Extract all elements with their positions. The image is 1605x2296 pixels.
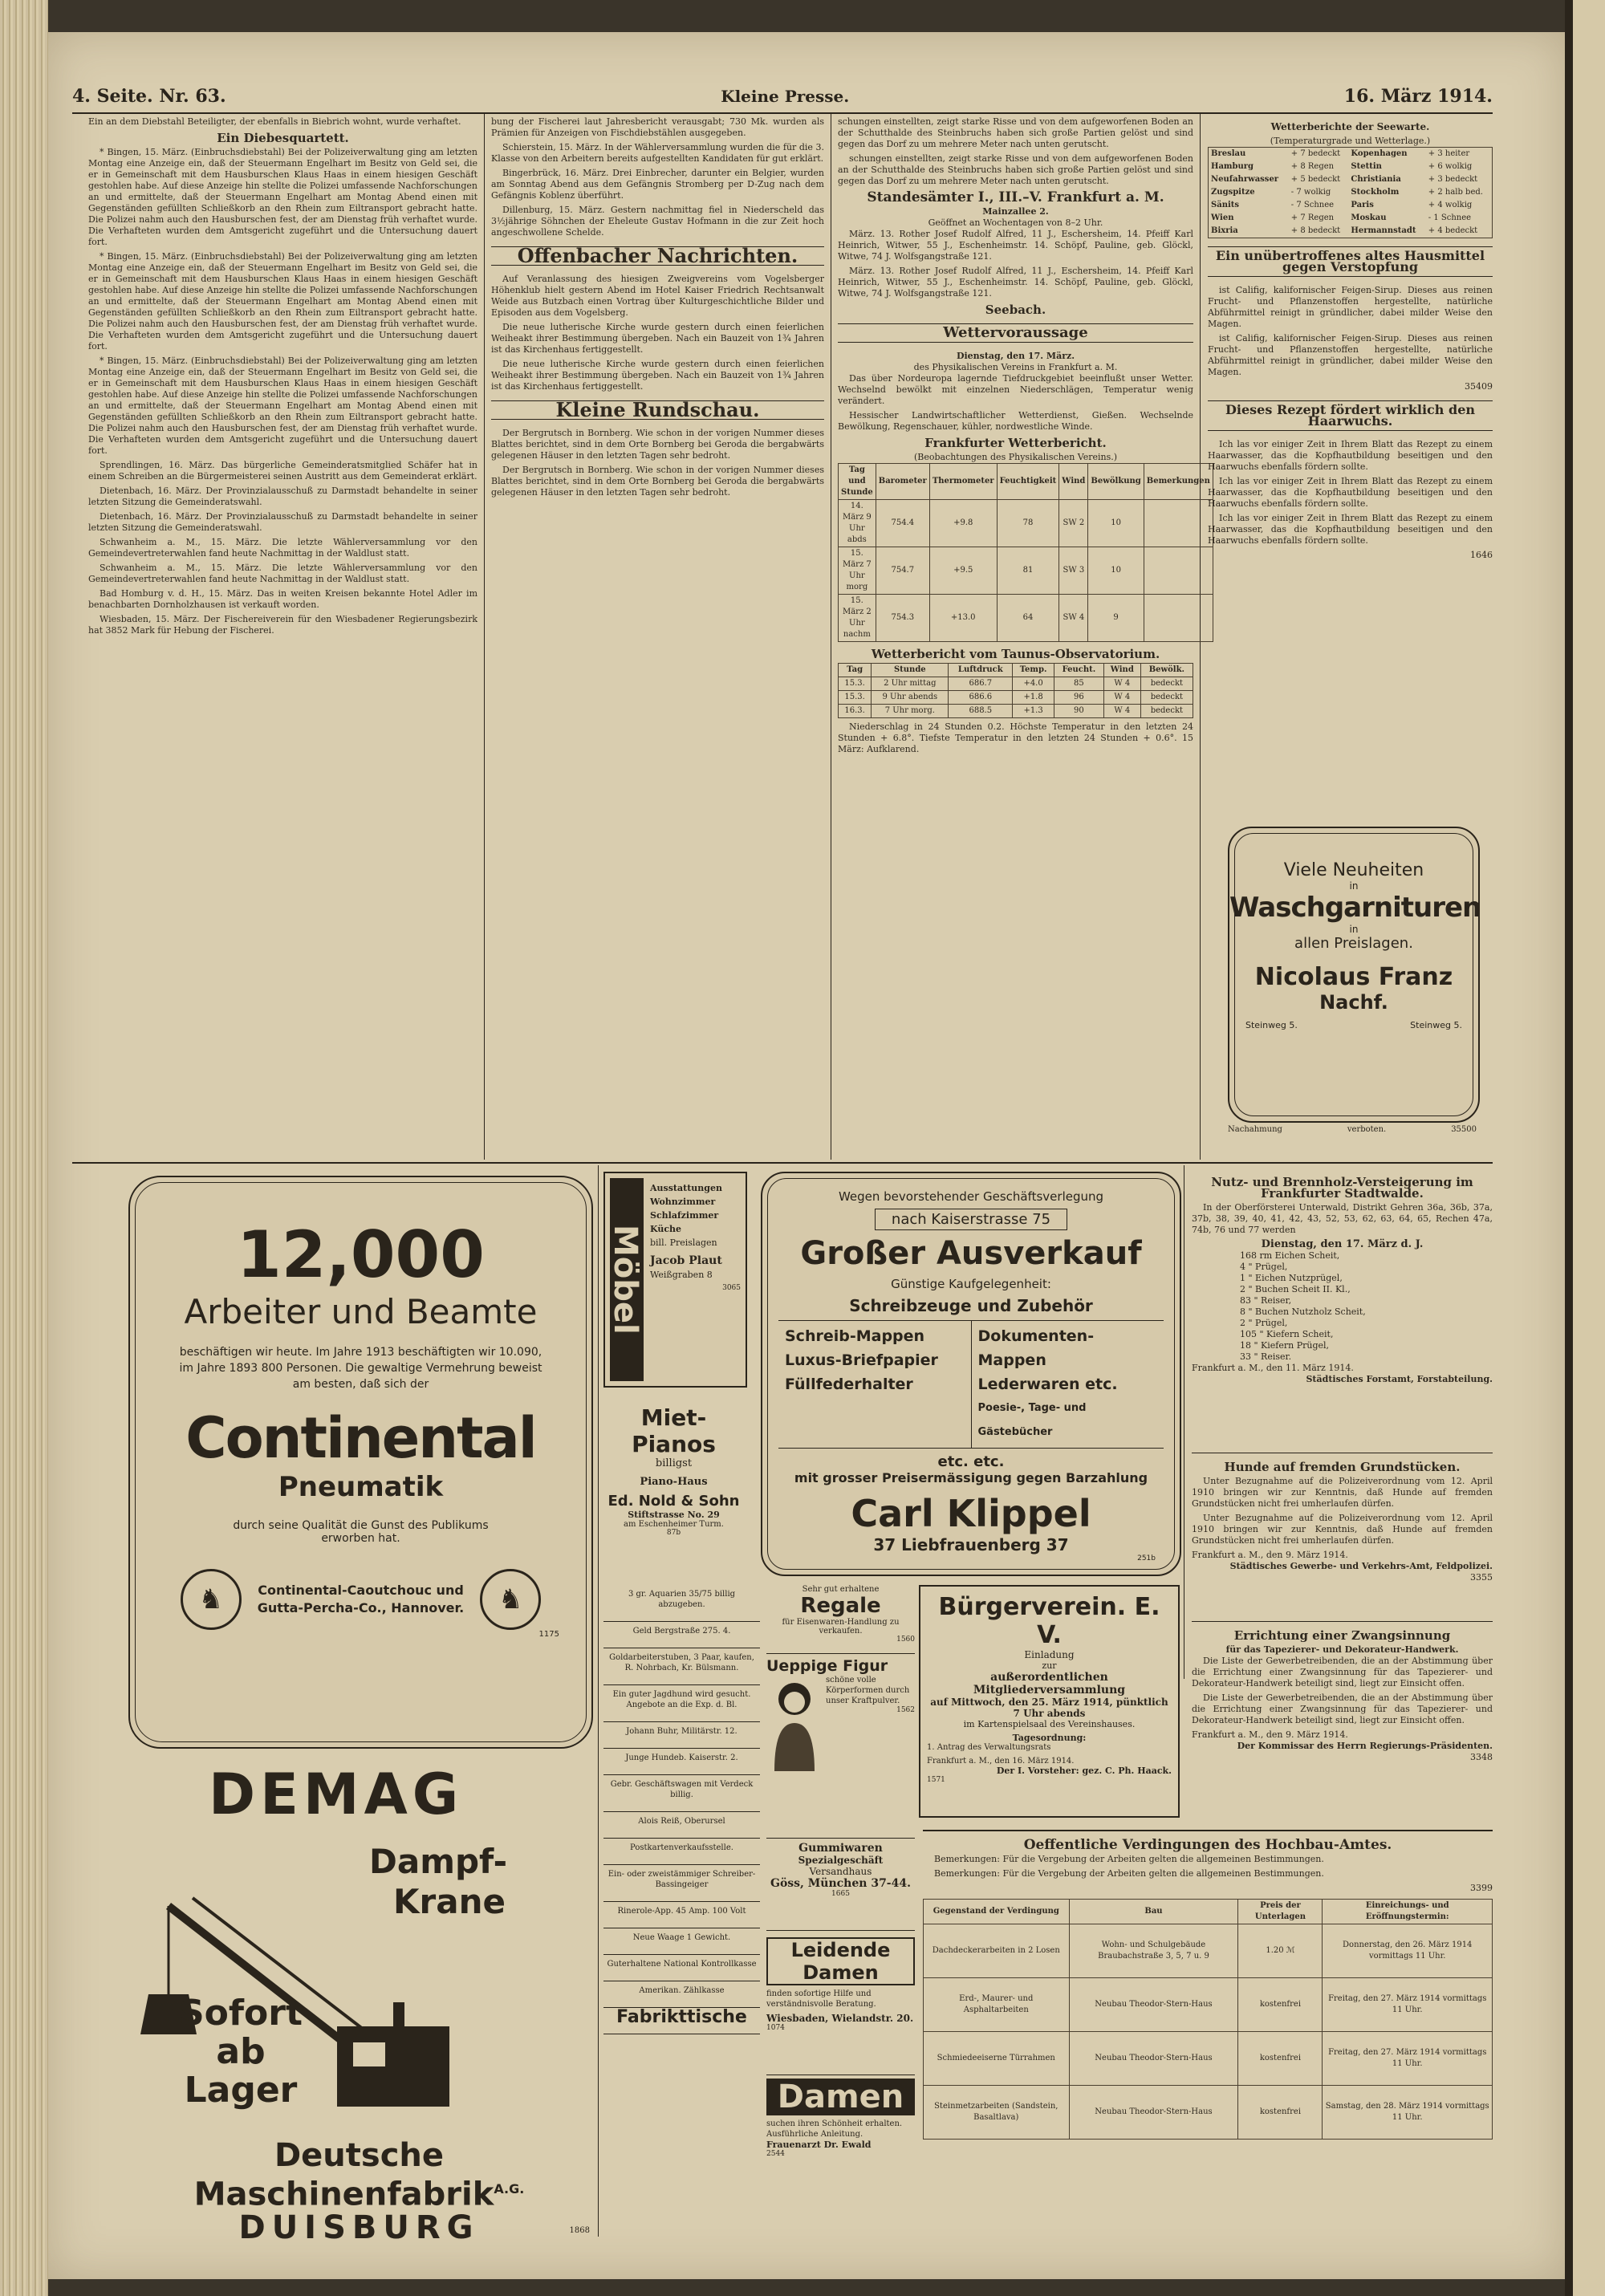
verdingung-cell: Freitag, den 27. März 1914 vormittags 11 Uhr. (1323, 1978, 1493, 2032)
klippel-line2: nach Kaiserstrasse 75 (875, 1209, 1067, 1230)
verdingung-cell: Freitag, den 27. März 1914 vormittags 11 Uhr. (1323, 2032, 1493, 2086)
klippel-line4: Schreibzeuge und Zubehör (849, 1296, 1093, 1315)
column-3 (838, 116, 1210, 1156)
small-ad-item: Gebr. Geschäftswagen mit Verdeck billig. (603, 1775, 760, 1812)
demag-brand: DEMAG (209, 1762, 464, 1827)
nutzholz-item: 2 " Buchen Scheit II. Kl., (1240, 1284, 1351, 1294)
horse-emblem-icon: ♞ (181, 1569, 242, 1630)
buerger-ad (919, 1585, 1180, 1818)
nutzholz-item: 18 " Kiefern Prügel, (1240, 1340, 1330, 1351)
seewarte-cell: Bixria (1211, 226, 1238, 235)
col1-body-3: * Bingen, 15. März. (Einbruchsdiebstahl) Bei der Polizeiverwaltung ging am letzten Montag eine Anzeige ein, daß der Steuermann Engelhart im Besitz von Geld sei, die er in Gemeinschaft mit dem Hausburschen Klaus Haas in einem hiesigen Geschäft gestohlen habe. Auf diese Anzeige hin stellte die Polizei umfassende Nachforschungen an und ermittelte, daß der Steuermann Engelhart am Montag Abend einen mit Gegenständen gefüllten Schließkorb an den Rhein zum Eiltransport gebracht hatte. Die Polizei nahm auch den Hausburschen fest, der am Dienstag früh verhaftet wurde. Die Verhafteten wurden dem Amtsgericht zugeführt und die Untersuchung dauert fort. (88, 356, 477, 456)
seewarte-cell: Hermannstadt (1351, 226, 1416, 235)
gummi-code: 1665 (831, 1890, 850, 1898)
verdingung-cell: Neubau Theodor-Stern-Haus (1069, 1978, 1238, 2032)
moebel-vertical: Möbel (610, 1178, 644, 1381)
section-rule (72, 1162, 1493, 1164)
wasch-addr-left: Steinweg 5. (1245, 1020, 1298, 1030)
fw-headline: Frankfurter Wetterbericht. (924, 436, 1107, 450)
col1-headline: Ein Diebesquartett. (217, 131, 349, 145)
col1-body-2: * Bingen, 15. März. (Einbruchsdiebstahl) Bei der Polizeiverwaltung ging am letzten Montag eine Anzeige ein, daß der Steuermann Engelhart im Besitz von Geld sei, die er in Gemeinschaft mit dem Hausburschen Klaus Haas in einem hiesigen Geschäft gestohlen habe. Auf diese Anzeige hin stellte die Polizei umfassende Nachforschungen an und ermittelte, daß der Steuermann Engelhart am Montag Abend einen mit Gegenständen gefüllten Schließkorb an den Rhein zum Eiltransport gebracht hatte. Die Polizei nahm auch den Hausburschen fest, der am Dienstag früh verhaftet wurde. Die Verhafteten wurden dem Amtsgericht zugeführt und die Untersuchung dauert fort. (88, 251, 477, 352)
seewarte-row (1209, 225, 1493, 238)
damen-text: finden sofortige Hilfe und verständnisvolle Beratung. (766, 1989, 876, 2009)
col1-text5: Wiesbaden, 15. März. Der Fischereiverein für den Wiesbadener Regierungsbezirk hat 3852 Mark für Hebung der Fischerei. (88, 614, 477, 636)
continental-code: 1175 (538, 1630, 559, 1639)
rezept-code: 1646 (1470, 550, 1493, 560)
seewarte-cell: + 7 bedeckt (1290, 149, 1341, 158)
verdingung-row (924, 2086, 1493, 2140)
col2-text3: Bingerbrück, 16. März. Drei Einbrecher, darunter ein Belgier, wurden am Sonntag Abend aus dem Gefängnis Stromberg per D-Zug nach dem Gefängnis Koblenz überführt. (491, 168, 824, 201)
nutzholz-text: In der Oberförsterei Unterwald, Distrikt Gehren 36a, 36b, 37a, 37b, 38, 39, 40, 41, 42, 43, 52, 53, 62, 63, 64, 65, Rechen 47a, 74b, 76 und 77 werden (1192, 1202, 1493, 1235)
seewarte-row (1209, 148, 1493, 161)
offenbach-headline: Offenbacher Nachrichten. (491, 246, 824, 266)
figur-headline: Ueppige Figur (766, 1657, 888, 1675)
col2-text4: Dillenburg, 15. März. Gestern nachmittag fiel in Niederscheld das 3½jährige Söhnchen der Eheleute Gustav Hofmann in die zur Zeit hoch angeschwollene Schelde. (491, 205, 824, 238)
col1-text3: Schwanheim a. M., 15. März. Die letzte Wählerversammlung vor den Gemeindevertreterwahlen fand heute Nachmittag in der Waldlust statt. (88, 537, 477, 559)
verdingung-header-cell: Bau (1069, 1900, 1238, 1924)
weather-org: des Physikalischen Vereins in Frankfurt a. M. (913, 362, 1118, 372)
seewarte-cell: Christiania (1351, 175, 1401, 184)
verdingung-cell: Schmiedeeiserne Türrahmen (924, 2032, 1070, 2086)
wasch-foot-code: 35500 (1451, 1125, 1477, 1134)
hausmittel-text-2: ist Califig, kalifornischer Feigen-Sirup. Dieses aus reinen Frucht- und Pflanzenstoffen hergestellte, natürliche Abführmittel reinigt in gründlicher, dabei milder Weise den Magen. (1208, 333, 1493, 377)
rezept-text-3: Ich las vor einiger Zeit in Ihrem Blatt das Rezept zu einem Haarwasser, das die Kopfhautbildung beseitigen und den Haarwuchs ebenfalls fördern sollte. (1208, 513, 1493, 546)
seewarte-cell: Moskau (1351, 213, 1387, 222)
klippel-left3: Füllfederhalter (785, 1376, 913, 1393)
wasch-line2: in (1349, 880, 1359, 892)
seewarte-sub: (Temperaturgrade und Wetterlage.) (1270, 136, 1431, 146)
klippel-left2: Luxus-Briefpapier (785, 1351, 938, 1369)
nutzholz-item: 168 rm Eichen Scheit, (1240, 1250, 1340, 1261)
small-ad-item: Fabrikttische (603, 2008, 760, 2034)
piano-addr2: am Eschenheimer Turm. (624, 1520, 724, 1529)
seewarte-cell: Paris (1351, 201, 1374, 209)
frankfurt-weather-table: Tag und Stunde Barometer Thermometer Feuchtigkeit Wind Bewölkung Bemerkungen 14. März 9 Uhr abds 754.4 +9.8 78 SW 2 10 15. März 7 Uhr morg 754.7 +9.5 81 SW 3 10 15. März 2 Uhr nachm 754.3 +13.0 64 SW 4 9 (838, 463, 1213, 642)
wasch-line5: allen Preislagen. (1294, 935, 1413, 952)
seewarte-cell: + 3 heiter (1428, 149, 1470, 158)
col1-intro: Ein an dem Diebstahl Beteiligter, der ebenfalls in Biebrich wohnt, wurde verhaftet. (88, 116, 461, 127)
hessen-text: Hessischer Landwirtschaftlicher Wetterdienst, Gießen. Wechselnde Bewölkung, Regenschauer, kühler, nordwestliche Winde. (838, 410, 1193, 432)
buerger-line3: außerordentlichen Mitgliederversammlung (973, 1671, 1126, 1697)
damen2-code: 2544 (766, 2150, 785, 2158)
rezept-text-2: Ich las vor einiger Zeit in Ihrem Blatt das Rezept zu einem Haarwasser, das die Kopfhautbildung beseitigen und den Haarwuchs ebenfalls fördern sollte. (1208, 476, 1493, 509)
buerger-line6: Tagesordnung: (1012, 1733, 1087, 1743)
moebel-line4: Küche (650, 1224, 682, 1234)
damen2-headline: Damen (766, 2079, 915, 2115)
gummi-line2: Spezialgeschäft (798, 1855, 884, 1866)
buerger-line5: im Kartenspielsaal des Vereinshauses. (963, 1719, 1136, 1729)
buerger-line4: auf Mittwoch, den 25. März 1914, pünktlich 7 Uhr abends (930, 1697, 1168, 1719)
seewarte-headline: Wetterberichte der Seewarte. (1270, 121, 1430, 132)
innung-sig: Der Kommissar des Herrn Regierungs-Präsidenten. (1237, 1741, 1493, 1751)
seewarte-cell: Kopenhagen (1351, 149, 1408, 158)
damen-headline: Leidende Damen (766, 1937, 915, 1985)
seewarte-cell: - 7 wolkig (1290, 188, 1331, 197)
moebel-addr: Weißgraben 8 (650, 1270, 713, 1280)
verdingung-cell: Neubau Theodor-Stern-Haus (1069, 2086, 1238, 2140)
seewarte-row (1209, 199, 1493, 212)
verdingung-headline: Oeffentliche Verdingungen des Hochbau-Amtes. (1023, 1837, 1392, 1853)
verdingung-note-2: Bemerkungen: Für die Vergebung der Arbeiten gelten die allgemeinen Bestimmungen. (934, 1868, 1324, 1879)
weather-text: Das über Nordeuropa lagernde Tiefdruckgebiet beeinflußt unser Wetter. Wechselnd bewölkt mit einzelnen Niederschlägen, Temperatur wenig verändert. (838, 373, 1193, 406)
continental-company2: Gutta-Percha-Co., Hannover. (257, 1600, 465, 1615)
nutzholz-date: Dienstag, den 17. März d. J. (1261, 1238, 1424, 1250)
verdingung-header-cell: Preis der Unterlagen (1238, 1900, 1323, 1924)
hunde-code: 3355 (1470, 1572, 1493, 1583)
small-ad-item: Amerikan. Zählkasse (603, 1981, 760, 2008)
innung-headline: Errichtung einer Zwangsinnung (1233, 1628, 1451, 1643)
kirche-text-2: Die neue lutherische Kirche wurde gestern durch einen feierlichen Weiheakt ihrer Bestimmung übergeben. Nach ein Bauzeit von 1¾ Jahren ist das Kirchenhaus fertiggestellt. (491, 359, 824, 392)
verdingung-cell: kostenfrei (1238, 2086, 1323, 2140)
piano-ad (603, 1396, 744, 1577)
taunus-weather-table: Tag Stunde Luftdruck Temp. Feucht. Wind Bewölk. 15.3. 2 Uhr mittag 686.7 +4.0 85 W 4 bedeckt 15.3. 9 Uhr abends 686.6 +1.8 96 W 4 bedeckt 16.3. 7 Uhr morg. 688.5 +1.3 90 W 4 bedeckt (838, 663, 1193, 718)
weather-headline: Wettervoraussage (838, 323, 1193, 343)
seewarte-cell: Wien (1211, 213, 1234, 222)
seewarte-cell: + 5 bedeckt (1290, 175, 1341, 184)
wasch-addr-right: Steinweg 5. (1410, 1020, 1462, 1030)
innung-notice (1192, 1621, 1493, 1826)
small-ad-item: Ein guter Jagdhund wird gesucht. Angebote an die Exp. d. Bl. (603, 1685, 760, 1722)
column-1 (88, 116, 477, 1156)
continental-brand: Continental (185, 1405, 536, 1471)
verdingung-row (924, 1924, 1493, 1978)
klippel-ad (761, 1172, 1181, 1576)
buerger-line9: Der I. Vorsteher: gez. C. Ph. Haack. (996, 1766, 1172, 1776)
taunus-headline: Wetterbericht vom Taunus-Observatorium. (871, 647, 1160, 661)
small-ad-item: Johann Buhr, Militärstr. 12. (603, 1722, 760, 1749)
gummi-line4: Göss, München 37-44. (770, 1877, 911, 1890)
hausmittel-text: ist Califig, kalifornischer Feigen-Sirup. Dieses aus reinen Frucht- und Pflanzenstoffen hergestellte, natürliche Abführmittel reinigt in gründlicher, dabei milder Weise den Magen. (1208, 285, 1493, 329)
nutzholz-items (1192, 1250, 1493, 1363)
innung-text: Die Liste der Gewerbetreibenden, die an der Abstimmung über die Errichtung einer Zwangsinnung für das Tapezierer- und Dekorateur-Handwerk beteiligt sind, liegt zur Einsicht offen. (1192, 1656, 1493, 1688)
regale-line1: Sehr gut erhaltene (802, 1585, 880, 1594)
column-rule (484, 112, 485, 1160)
standesamt-text-2: März. 13. Rother Josef Rudolf Alfred, 11 J., Eschersheim, 14. Pfeiff Karl Heinrich, Witwer, 55 J., Eschenheimstr. 14. Schöpf, Pauline, geb. Glöckl, Witwe, 74 J. Wolfsgangstraße 121. (838, 266, 1193, 299)
col1-text2b: Dietenbach, 16. März. Der Provinzialausschuß zu Darmstadt behandelte in seiner letzten Sitzung die Gemeinderatswahl. (88, 511, 477, 533)
seewarte-cell: + 8 bedeckt (1290, 226, 1341, 235)
buerger-line7: 1. Antrag des Verwaltungsrats (927, 1743, 1051, 1752)
wasch-ad (1228, 827, 1480, 1123)
rundschau-text-2: Der Bergrutsch in Bornberg. Wie schon in der vorigen Nummer dieses Blattes berichtet, sind in dem Orte Bornberg bei Geroda die bergabwärts gelegenen Häuser in den letzten Tagen sehr bedroht. (491, 465, 824, 498)
hunde-text: Unter Bezugnahme auf die Polizeiverordnung vom 12. April 1910 bringen wir zur Kenntnis, daß Hunde auf fremden Grundstücken nicht frei umherlaufen dürfen. (1192, 1476, 1493, 1509)
rundschau-text: Der Bergrutsch in Bornberg. Wie schon in der vorigen Nummer dieses Blattes berichtet, sind in dem Orte Bornberg bei Geroda die bergabwärts gelegenen Häuser in den letzten Tagen sehr bedroht. (491, 428, 824, 461)
demag-line1: Dampf- (369, 1842, 507, 1881)
column-2 (491, 116, 824, 1156)
kirche-text: Die neue lutherische Kirche wurde gestern durch einen feierlichen Weiheakt ihrer Bestimmung übergeben. Nach ein Bauzeit von 1¾ Jahren ist das Kirchenhaus fertiggestellt. (491, 322, 824, 355)
demag-line5: Lager (184, 2070, 298, 2111)
continental-ad (128, 1176, 593, 1749)
innung-date: Frankfurt a. M., den 9. März 1914. (1192, 1729, 1348, 1740)
demag-ad (128, 1753, 590, 2247)
horse-emblem-icon: ♞ (480, 1569, 541, 1630)
hausmittel-code: 35409 (1465, 381, 1493, 392)
seewarte-cell: + 4 wolkig (1428, 201, 1473, 209)
innung-code: 3348 (1470, 1752, 1493, 1762)
seewarte-table (1208, 147, 1493, 238)
nutzholz-item: 105 " Kiefern Scheit, (1240, 1329, 1334, 1339)
col2-text1: bung der Fischerei laut Jahresbericht verausgabt; 730 Mk. wurden als Prämien für Anzeigen von Fischdiebstählen ausgegeben. (491, 116, 824, 138)
small-ad-item: Junge Hundeb. Kaiserstr. 2. (603, 1749, 760, 1775)
standesamt-text: März. 13. Rother Josef Rudolf Alfred, 11 J., Eschersheim, 14. Pfeiff Karl Heinrich, Witwer, 55 J., Eschenheimstr. 14. Schöpf, Pauline, geb. Glöckl, Witwe, 74 J. Wolfsgangstraße 121. (838, 229, 1193, 262)
seewarte-cell: - 1 Schnee (1428, 213, 1472, 222)
klippel-addr: 37 Liebfrauenberg 37 (873, 1535, 1069, 1554)
small-ad-item: Ein- oder zweistämmiger Schreiber-Bassingeiger (603, 1865, 760, 1902)
verdingung-row (924, 1978, 1493, 2032)
seewarte-row (1209, 186, 1493, 199)
hunde-headline: Hunde auf fremden Grundstücken. (1224, 1460, 1461, 1474)
continental-company1: Continental-Caoutchouc und (258, 1583, 464, 1598)
gummi-line3: Versandhaus (809, 1866, 872, 1877)
klippel-headline: Großer Ausverkauf (800, 1235, 1142, 1272)
col3-text1b: schungen einstellten, zeigt starke Risse und von dem aufgeworfenen Boden an der Schutthalde des Steinbruchs haben sich große Partien gelöst und sind gegen das Dorf zu um mehrere Meter nach unten gerutscht. (838, 153, 1193, 186)
fw-sub: (Beobachtungen des Physikalischen Vereins.) (913, 452, 1118, 462)
damen-addr: Wiesbaden, Wielandstr. 20. (766, 2013, 914, 2024)
wasch-line7: Nachf. (1319, 991, 1388, 1014)
klippel-right3: Poesie-, Tage- und Gästebücher (977, 1402, 1087, 1438)
klippel-line3: Günstige Kaufgelegenheit: (891, 1277, 1051, 1291)
page-header (72, 80, 1493, 114)
nutzholz-item: 2 " Prügel, (1240, 1318, 1288, 1328)
demag-line3: Sofort (178, 1993, 303, 2034)
innung-text-2: Die Liste der Gewerbetreibenden, die an der Abstimmung über die Errichtung einer Zwangsinnung für das Tapezierer- und Dekorateur-Handwerk beteiligt sind, liegt zur Einsicht offen. (1192, 1693, 1493, 1725)
wasch-footer (1228, 1125, 1477, 1134)
rezept-text: Ich las vor einiger Zeit in Ihrem Blatt das Rezept zu einem Haarwasser, das die Kopfhautbildung beseitigen und den Haarwuchs ebenfalls fördern sollte. (1208, 439, 1493, 472)
wasch-line1: Viele Neuheiten (1283, 860, 1424, 880)
continental-line1: Arbeiter und Beamte (184, 1292, 538, 1331)
demag-company2: Maschinenfabrik (193, 2176, 494, 2213)
demag-line4: ab (216, 2031, 266, 2072)
seewarte-cell: + 8 Regen (1290, 162, 1335, 171)
moebel-ad (603, 1172, 747, 1388)
damen2-text: suchen ihren Schönheit erhalten. Ausführliche Anleitung. (766, 2119, 903, 2139)
demag-line2: Krane (393, 1882, 506, 1921)
nutzholz-item: 4 " Prügel, (1240, 1262, 1288, 1272)
small-ad-item: Goldarbeiterstuben, 3 Paar, kaufen, R. Nohrbach, Kr. Bülsmann. (603, 1648, 760, 1685)
damen2-ad (766, 2079, 915, 2231)
regale-code: 1560 (896, 1636, 915, 1644)
continental-line2: beschäftigen wir heute. Im Jahre 1913 beschäftigten wir 10.090, im Jahre 1893 800 Personen. Die gewaltige Vermehrung beweist am besten, daß sich der (179, 1346, 542, 1391)
offenbach-text: Auf Veranlassung des hiesigen Zweigvereins vom Vogelsberger Höhenklub hielt gestern Abend im Hotel Kaiser Friedrich Rechtsanwalt Weide aus Butzbach einen Vortrag über Kulturgeschichtliche Bilder und Episoden aus dem Vogelsberg. (491, 274, 824, 318)
wasch-foot-left: Nachahmung (1228, 1125, 1282, 1134)
seewarte-cell: + 4 bedeckt (1428, 226, 1478, 235)
verdingung-cell: Erd-, Maurer- und Asphaltarbeiten (924, 1978, 1070, 2032)
small-ad-item: Guterhaltene National Kontrollkasse (603, 1955, 760, 1981)
standesamt-note: Geöffnet an Wochentagen von 8–2 Uhr. (928, 217, 1103, 228)
verdingung-row (924, 2032, 1493, 2086)
continental-line3: durch seine Qualität die Gunst des Publikums erworben hat. (233, 1519, 489, 1545)
gummi-line1: Gummiwaren (798, 1842, 883, 1855)
verdingung-cell: kostenfrei (1238, 2032, 1323, 2086)
seewarte-cell: + 7 Regen (1290, 213, 1335, 222)
verdingung-cell: Steinmetzarbeiten (Sandstein, Basaltlava) (924, 2086, 1070, 2140)
klippel-line6: mit grosser Preisermässigung gegen Barzahlung (794, 1470, 1148, 1485)
taunus-text: Niederschlag in 24 Stunden 0.2. Höchste Temperatur in den letzten 24 Stunden + 6.8°. Tiefste Temperatur in den letzten 24 Stunden + 0.6°. 15 März: Aufklarend. (838, 721, 1193, 754)
header-right: 16. März 1914. (1343, 86, 1493, 107)
verdingung-table (923, 1899, 1493, 2140)
header-center: Kleine Presse. (721, 87, 850, 106)
regale-ad (766, 1585, 915, 1654)
col2-text2: Schierstein, 15. März. In der Wählerversammlung wurden die für die 3. Klasse von den Arbeitern bereits aufgestellten Kandidaten für gut erklärt. (491, 142, 824, 164)
hunde-notice (1192, 1453, 1493, 1617)
verdingung-cell: Wohn- und Schulgebäude Braubachstraße 3, 5, 7 u. 9 (1069, 1924, 1238, 1978)
klippel-line1: Wegen bevorstehender Geschäftsverlegung (838, 1189, 1104, 1204)
seewarte-cell: + 6 wolkig (1428, 162, 1473, 171)
damen2-addr: Frauenarzt Dr. Ewald (766, 2140, 872, 2150)
buerger-headline: Bürgerverein. E. V. (938, 1593, 1160, 1649)
book-spine-edge (0, 0, 48, 2296)
verdingung-notice (923, 1830, 1493, 2240)
klippel-line5: etc. etc. (937, 1453, 1005, 1470)
seewarte-cell: Hamburg (1211, 162, 1254, 171)
regale-text: für Eisenwaren-Handlung zu verkaufen. (782, 1618, 900, 1636)
seewarte-cell: + 2 halb bed. (1428, 188, 1483, 197)
small-ad-item: Postkartenverkaufsstelle. (603, 1839, 760, 1865)
seewarte-row (1209, 173, 1493, 186)
klippel-right2: Lederwaren etc. (977, 1376, 1118, 1393)
next-page-edge (1565, 0, 1605, 2296)
buerger-code: 1571 (927, 1776, 945, 1784)
seewarte-cell: Sänits (1211, 201, 1240, 209)
moebel-company: Jacob Plaut (650, 1254, 722, 1267)
demag-company1: Deutsche (274, 2137, 445, 2174)
hunde-sig: Städtisches Gewerbe- und Verkehrs-Amt, Feldpolizei. (1229, 1561, 1493, 1571)
small-ad-item: 3 gr. Aquarien 35/75 billig abzugeben. (603, 1585, 760, 1622)
verdingung-header-cell: Einreichungs- und Eröffnungstermin: (1323, 1900, 1493, 1924)
nutzholz-item: 83 " Reiser, (1240, 1295, 1292, 1306)
verdingung-cell: kostenfrei (1238, 1978, 1323, 2032)
standesamt-sub: Mainzallee 2. (982, 206, 1049, 217)
damen-ad (766, 1934, 915, 2075)
wasch-line3: Waschgarnituren (1229, 892, 1481, 924)
seewarte-cell: Stettin (1351, 162, 1382, 171)
weather-date: Dienstag, den 17. März. (956, 351, 1075, 361)
seewarte-cell: Stockholm (1351, 188, 1400, 197)
small-ads-column (603, 1585, 760, 2235)
woman-portrait-illustration (766, 1675, 823, 1771)
hunde-text-2: Unter Bezugnahme auf die Polizeiverordnung vom 12. April 1910 bringen wir zur Kenntnis, daß Hunde auf fremden Grundstücken nicht frei umherlaufen dürfen. (1192, 1513, 1493, 1546)
seewarte-cell: Breslau (1211, 149, 1246, 158)
piano-code: 87b (666, 1529, 681, 1537)
moebel-line5: bill. Preislagen (650, 1237, 717, 1248)
col1-text3b: Schwanheim a. M., 15. März. Die letzte Wählerversammlung vor den Gemeindevertreterwahlen fand heute Nachmittag in der Waldlust statt. (88, 563, 477, 584)
nutzholz-note: Frankfurt a. M., den 11. März 1914. (1192, 1363, 1354, 1373)
nutzholz-item: 8 " Buchen Nutzholz Scheit, (1240, 1306, 1366, 1317)
moebel-line2: Wohnzimmer (650, 1197, 716, 1207)
col1-text2: Dietenbach, 16. März. Der Provinzialausschuß zu Darmstadt behandelte in seiner letzten Sitzung die Gemeinderatswahl. (88, 486, 477, 507)
klippel-code: 251b (1137, 1554, 1156, 1562)
figur-code: 1562 (896, 1706, 915, 1714)
standesamt-headline: Standesämter I., III.–V. Frankfurt a. M. (867, 189, 1164, 205)
verdingung-header-cell: Gegenstand der Verdingung (924, 1900, 1070, 1924)
figur-text: schöne volle Körperformen durch unser Kraftpulver. (826, 1676, 910, 1705)
wasch-line4: in (1349, 924, 1359, 935)
hunde-date: Frankfurt a. M., den 9. März 1914. (1192, 1550, 1348, 1560)
nutzholz-item: 1 " Eichen Nutzprügel, (1240, 1273, 1343, 1283)
verdingung-cell: Neubau Theodor-Stern-Haus (1069, 2032, 1238, 2086)
nutzholz-sig: Städtisches Forstamt, Forstabteilung. (1306, 1374, 1493, 1384)
col1-body: * Bingen, 15. März. (Einbruchsdiebstahl) Bei der Polizeiverwaltung ging am letzten Montag eine Anzeige ein, daß der Steuermann Engelhart im Besitz von Geld sei, die er in Gemeinschaft mit dem Hausburschen Klaus Haas in einem hiesigen Geschäft gestohlen habe. Auf diese Anzeige hin stellte die Polizei umfassende Nachforschungen an und ermittelte, daß der Steuermann Engelhart am Montag Abend einen mit Gegenständen gefüllten Schließkorb an den Rhein zum Eiltransport gebracht hatte. Die Polizei nahm auch den Hausburschen fest, der am Dienstag früh verhaftet wurde. Die Verhafteten wurden dem Amtsgericht zugeführt und die Untersuchung dauert fort. (88, 147, 477, 247)
verdingung-note: Bemerkungen: Für die Vergebung der Arbeiten gelten die allgemeinen Bestimmungen. (934, 1854, 1324, 1864)
small-ad-item: Geld Bergstraße 275. 4. (603, 1622, 760, 1648)
seebach-headline: Seebach. (985, 303, 1046, 317)
nutzholz-notice (1192, 1172, 1493, 1445)
nutzholz-item: 33 " Reiser. (1240, 1351, 1292, 1362)
piano-line2: billigst (655, 1457, 693, 1469)
continental-sub: Pneumatik (278, 1471, 444, 1503)
seewarte-cell: - 7 Schnee (1290, 201, 1335, 209)
seewarte-cell: + 3 bedeckt (1428, 175, 1478, 184)
seewarte-row (1209, 212, 1493, 225)
col1-text4: Bad Homburg v. d. H., 15. März. Das in weiten Kreisen bekannte Hotel Adler im benachbarten Dornholzhausen ist verkauft worden. (88, 588, 477, 610)
damen-code: 1074 (766, 2024, 785, 2032)
hausmittel-headline: Ein unübertroffenes altes Hausmittel gegen Verstopfung (1208, 246, 1493, 277)
small-ad-item: Alois Reiß, Oberursel (603, 1812, 760, 1839)
seewarte-cell: Neufahrwasser (1211, 175, 1279, 184)
demag-city: DUISBURG (238, 2209, 480, 2247)
small-ad-item: Rinerole-App. 45 Amp. 100 Volt (603, 1902, 760, 1928)
rundschau-headline: Kleine Rundschau. (491, 400, 824, 420)
demag-code: 1868 (569, 2226, 590, 2235)
seewarte-row (1209, 161, 1493, 173)
verdingung-cell: Donnerstag, den 26. März 1914 vormittags 11 Uhr. (1323, 1924, 1493, 1978)
header-left: 4. Seite. Nr. 63. (72, 86, 226, 107)
column-4 (1208, 116, 1493, 807)
demag-ag: A.G. (494, 2181, 525, 2196)
piano-addr: Stiftstrasse No. 29 (628, 1510, 720, 1520)
buerger-line2: zur (1042, 1660, 1057, 1671)
verdingung-cell: Samstag, den 28. März 1914 vormittags 11 Uhr. (1323, 2086, 1493, 2140)
buerger-line1: Einladung (1024, 1649, 1075, 1660)
klippel-company: Carl Klippel (851, 1492, 1091, 1535)
figur-ad (766, 1657, 915, 1839)
verdingung-code: 3399 (1470, 1883, 1493, 1893)
wasch-foot-mid: verboten. (1347, 1125, 1387, 1134)
verdingung-cell: Dachdeckerarbeiten in 2 Losen (924, 1924, 1070, 1978)
small-ad-item: Neue Waage 1 Gewicht. (603, 1928, 760, 1955)
verdingung-cell: 1.20 ℳ (1238, 1924, 1323, 1978)
column-rule (598, 1165, 599, 2237)
continental-number: 12,000 (237, 1217, 485, 1292)
regale-headline: Regale (800, 1594, 881, 1618)
klippel-right1: Dokumenten-Mappen (977, 1327, 1095, 1369)
rezept-headline: Dieses Rezept fördert wirklich den Haarwuchs. (1208, 400, 1493, 431)
nutzholz-headline: Nutz- und Brennholz-Versteigerung im Frankfurter Stadtwalde. (1211, 1175, 1473, 1201)
moebel-line1: Ausstattungen (650, 1183, 722, 1193)
gummi-ad (766, 1842, 915, 1931)
innung-sub: für das Tapezierer- und Dekorateur-Handwerk. (1225, 1644, 1459, 1655)
col1-text1: Sprendlingen, 16. März. Das bürgerliche Gemeinderatsmitglied Schäfer hat in einem Schreiben an die Bürgermeisterei seinen Austritt aus dem Gemeinderat erklärt. (88, 460, 477, 482)
piano-line1: Miet-Pianos (632, 1404, 716, 1457)
moebel-line3: Schlafzimmer (650, 1210, 719, 1221)
col3-text1: schungen einstellten, zeigt starke Risse und von dem aufgeworfenen Boden an der Schutthalde des Steinbruchs haben sich große Partien gelöst und sind gegen das Dorf zu um mehrere Meter nach unten gerutscht. (838, 116, 1193, 149)
klippel-left1: Schreib-Mappen (785, 1327, 925, 1345)
buerger-line8: Frankfurt a. M., den 16. März 1914. (927, 1757, 1075, 1766)
moebel-code: 3065 (722, 1284, 741, 1292)
piano-company: Ed. Nold & Sohn (607, 1493, 740, 1510)
piano-line3: Piano-Haus (640, 1476, 708, 1488)
wasch-line6: Nicolaus Franz (1254, 963, 1453, 991)
seewarte-cell: Zugspitze (1211, 188, 1255, 197)
